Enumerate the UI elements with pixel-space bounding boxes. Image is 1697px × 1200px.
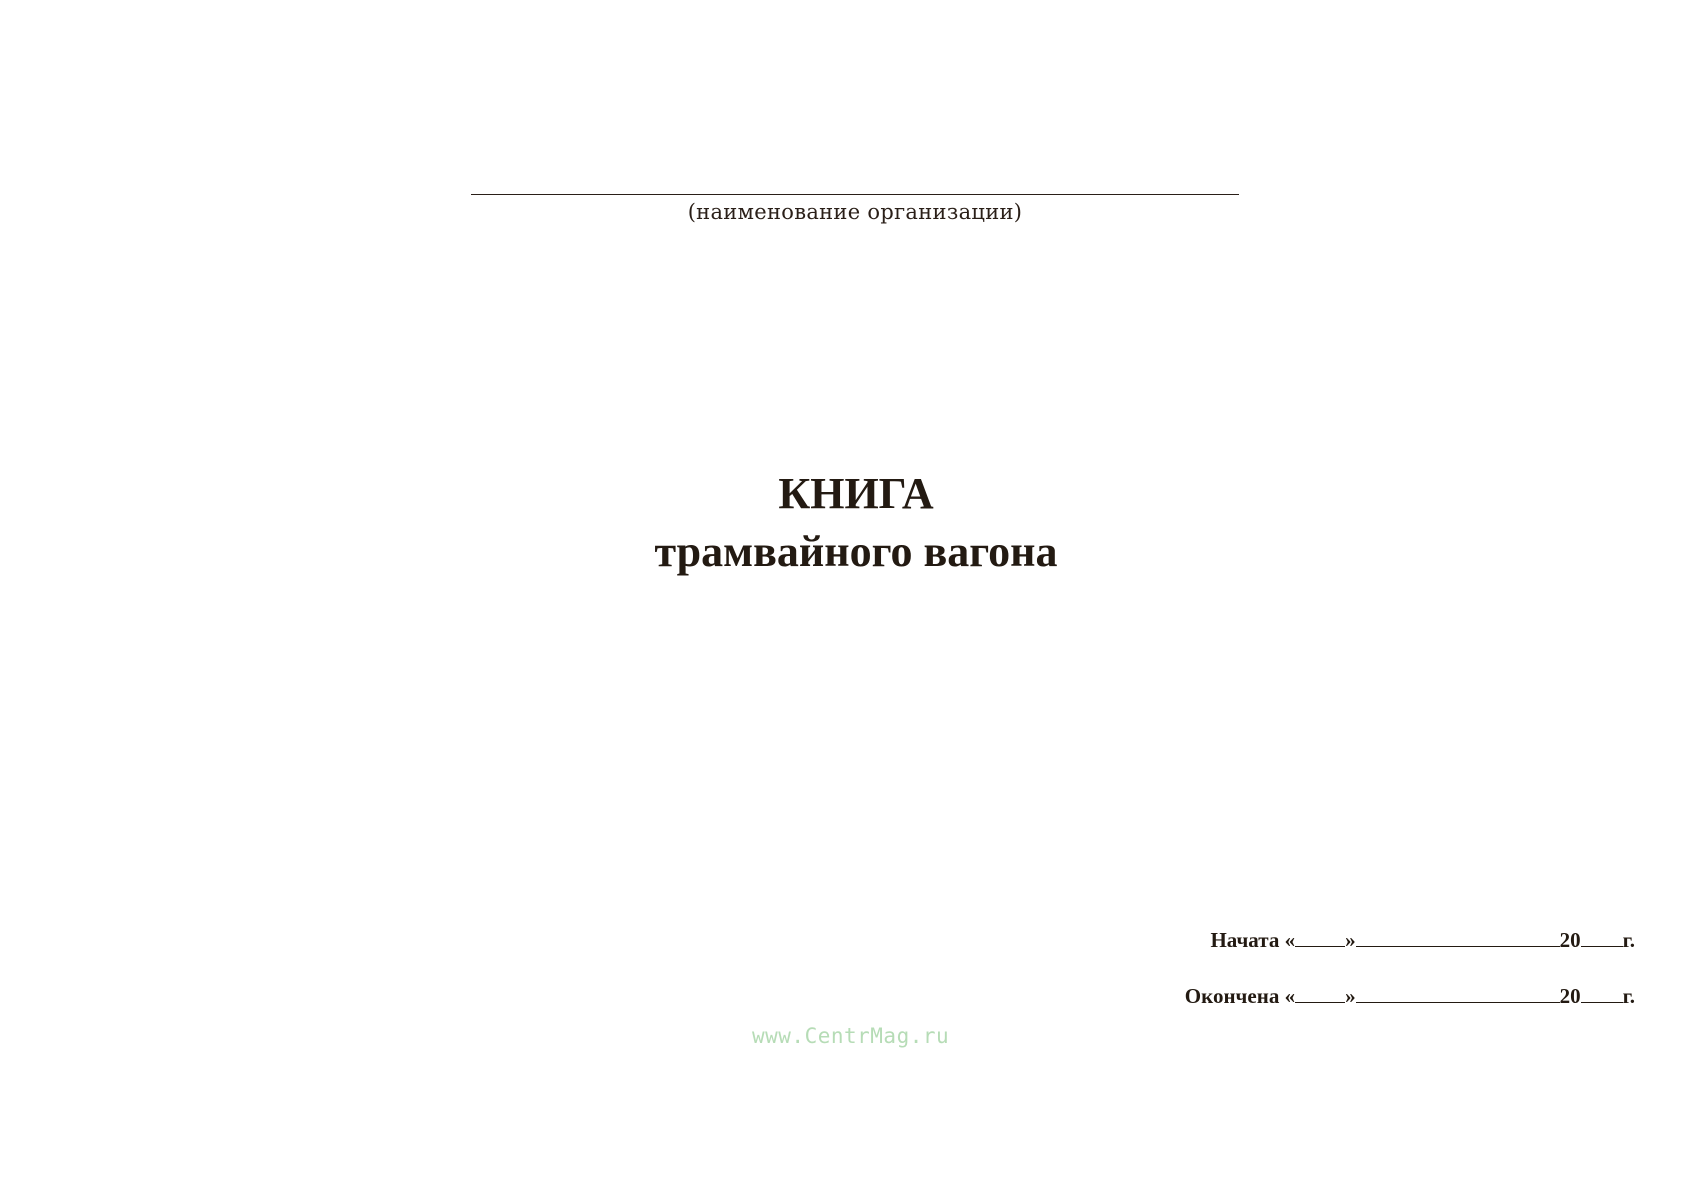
start-year-suffix: г. [1622, 928, 1635, 952]
start-day-blank [1295, 929, 1345, 947]
document-title [450, 465, 1262, 581]
start-century: 20 [1559, 928, 1581, 952]
start-close-quote: » [1345, 928, 1356, 952]
end-year-blank [1581, 985, 1623, 1003]
start-year-blank [1581, 929, 1623, 947]
start-month-blank [1356, 929, 1560, 947]
organization-caption: (наименование организации) [687, 200, 1023, 224]
end-date-row [1185, 984, 1635, 1040]
title-line-2: трамвайного вагона [654, 527, 1058, 576]
title-line-1: КНИГА [778, 469, 934, 518]
organization-block [471, 150, 1239, 224]
end-close-quote: » [1345, 984, 1356, 1008]
dates-block [1185, 928, 1635, 1040]
end-century: 20 [1559, 984, 1581, 1008]
end-month-blank [1356, 985, 1560, 1003]
end-date-label: Окончена [1184, 984, 1280, 1008]
end-year-suffix: г. [1622, 984, 1635, 1008]
watermark-text: www.CentrMag.ru [752, 1024, 950, 1048]
end-day-blank [1295, 985, 1345, 1003]
start-date-row [1185, 928, 1635, 984]
organization-name-line [471, 150, 1239, 195]
start-open-quote: « [1284, 928, 1296, 952]
end-open-quote: « [1284, 984, 1296, 1008]
start-date-label: Начата [1210, 928, 1280, 952]
